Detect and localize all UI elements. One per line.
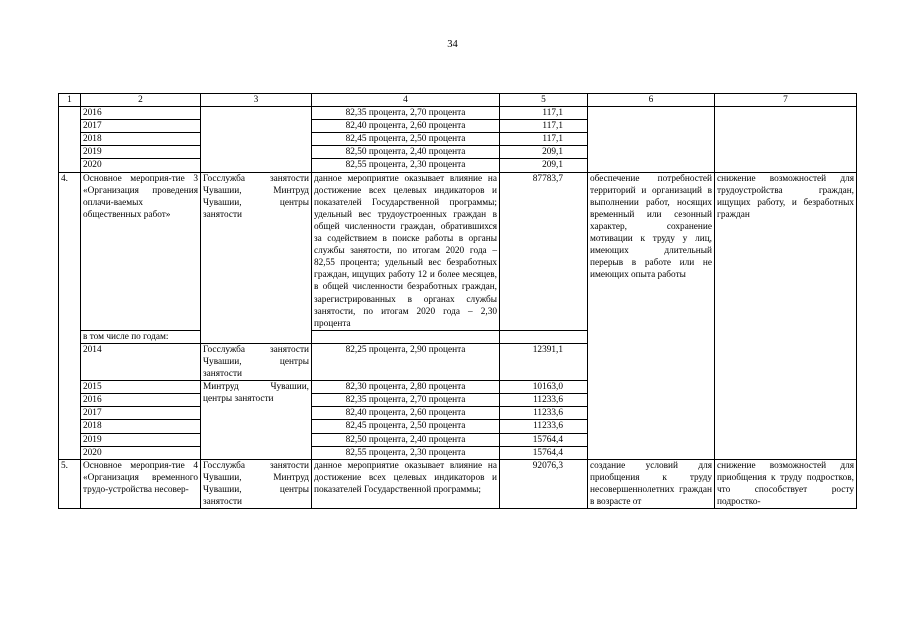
item-consequence: снижение возможностей для приобщения к труду подростков, что способствует росту подростко- [715,459,857,508]
empty-cell [59,107,81,172]
empty-cell [312,330,500,343]
header-cell: 7 [715,94,857,107]
executor-cell: Минтруд Чувашии, центры занятости [201,381,312,460]
amount-cell: 117,1 [500,120,588,133]
header-row [59,94,857,107]
amount-cell: 117,1 [500,133,588,146]
header-cell: 5 [500,94,588,107]
item-amount: 87783,7 [500,172,588,330]
year-cell: 2019 [81,146,201,159]
year-cell: 2018 [81,420,201,433]
indicator-cell: 82,55 процента, 2,30 процента [312,159,500,172]
year-cell: 2016 [81,107,201,120]
header-cell: 4 [312,94,500,107]
item-number: 5. [59,459,81,508]
header-cell: 1 [59,94,81,107]
item-executor: Госслужба занятости Чувашии, Минтруд Чувашии, центры занятости [201,172,312,343]
amount-cell: 117,1 [500,107,588,120]
indicator-cell: 82,35 процента, 2,70 процента [312,107,500,120]
amount-cell: 15764,4 [500,446,588,459]
amount-cell: 11233,6 [500,420,588,433]
table-row [59,107,857,120]
item-name: Основное мероприя-тие 4 «Организация временного трудо-устройства несовер- [81,459,201,508]
item-amount: 92076,3 [500,459,588,508]
indicator-cell: 82,40 процента, 2,60 процента [312,120,500,133]
item-number: 4. [59,172,81,459]
table-row [59,459,857,508]
program-table [58,93,857,509]
indicator-cell: 82,45 процента, 2,50 процента [312,133,500,146]
header-cell: 6 [588,94,715,107]
indicator-cell: 82,45 процента, 2,50 процента [312,420,500,433]
amount-cell: 15764,4 [500,433,588,446]
indicator-cell: 82,40 процента, 2,60 процента [312,407,500,420]
item-indicators: данное мероприятие оказывает влияние на достижение всех целевых индикаторов и показателей Государственной программы; [312,459,500,508]
indicator-cell: 82,55 процента, 2,30 процента [312,446,500,459]
year-cell: 2020 [81,446,201,459]
amount-cell: 11233,6 [500,394,588,407]
year-cell: 2017 [81,120,201,133]
empty-cell [201,107,312,172]
year-cell: 2020 [81,159,201,172]
indicator-cell: 82,50 процента, 2,40 процента [312,146,500,159]
amount-cell: 11233,6 [500,407,588,420]
indicator-cell: 82,25 процента, 2,90 процента [312,343,500,380]
indicator-cell: 82,50 процента, 2,40 процента [312,433,500,446]
page-number: 34 [447,39,458,50]
item-result: обеспечение потребностей территорий и организаций в выполнении работ, носящих временный или сезонный характер, сохранение мотивации к труду у лиц, имеющих длительный перерыв в работе или не имеющих опыта работы [588,172,715,459]
item-executor: Госслужба занятости Чувашии, Минтруд Чувашии, центры занятости [201,459,312,508]
header-cell: 3 [201,94,312,107]
item-name: Основное мероприя-тие 3 «Организация проведения оплачи-ваемых общественных работ» [81,172,201,330]
year-cell: 2018 [81,133,201,146]
year-cell: 2019 [81,433,201,446]
by-years-label: в том числе по годам: [81,330,201,343]
indicator-cell: 82,35 процента, 2,70 процента [312,394,500,407]
item-consequence: снижение возможностей для трудоустройства граждан, ищущих работу, и безработных граждан [715,172,857,459]
header-cell: 2 [81,94,201,107]
amount-cell: 10163,0 [500,381,588,394]
year-cell: 2014 [81,343,201,380]
amount-cell: 209,1 [500,146,588,159]
item-indicators: данное мероприятие оказывает влияние на достижение всех целевых индикаторов и показателей Государственной программы; удельный вес трудоустроенных граждан в общей численности граждан, обратившихся за содействием в поиске работы в органы службы занятости, по итогам 2020 года – 82,55 процента; удельный вес безработных граждан, ищущих работу 12 и более месяцев, в общей численности безработных граждан, зарегистрированных в органах службы занятости, по итогам 2020 года – 2,30 процента [312,172,500,330]
indicator-cell: 82,30 процента, 2,80 процента [312,381,500,394]
year-cell: 2016 [81,394,201,407]
year-cell: 2015 [81,381,201,394]
executor-cell: Госслужба занятости Чувашии, центры занятости [201,343,312,380]
year-cell: 2017 [81,407,201,420]
empty-cell [500,330,588,343]
empty-cell [715,107,857,172]
amount-cell: 209,1 [500,159,588,172]
item-result: создание условий для приобщения к труду несовершеннолетних граждан в возрасте от [588,459,715,508]
amount-cell: 12391,1 [500,343,588,380]
empty-cell [588,107,715,172]
table-row [59,172,857,330]
